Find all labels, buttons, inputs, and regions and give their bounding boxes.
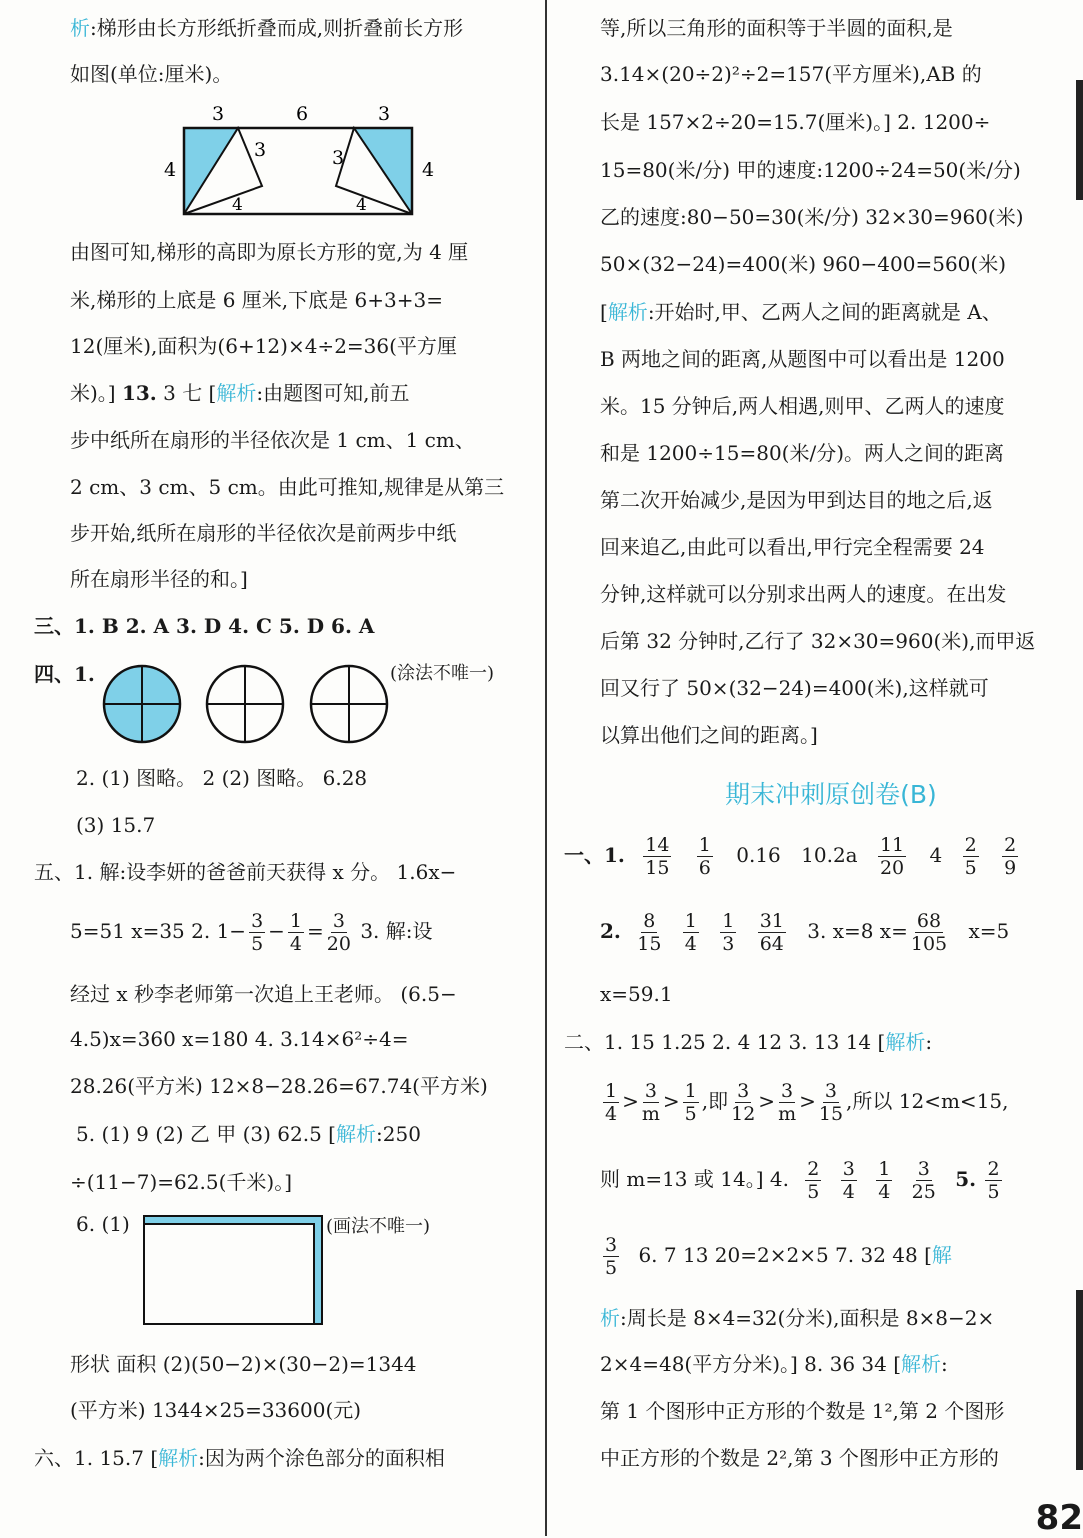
edge-bar — [1076, 80, 1083, 200]
fraction — [603, 1080, 619, 1125]
numerator: 11 — [879, 834, 905, 856]
denominator: 4 — [878, 1181, 891, 1203]
label-top-mid: 6 — [296, 103, 309, 125]
text-line: 后第 32 分钟时,乙行了 32×30=960(米),而甲返 — [600, 629, 1036, 653]
denominator: 12 — [731, 1103, 756, 1125]
section-4-label: 四、1. — [34, 662, 95, 686]
numerator: 3 — [824, 1080, 837, 1102]
text-line: 以算出他们之间的距离。] — [600, 723, 818, 747]
numerator: 3 — [917, 1158, 930, 1180]
text-line: 所在扇形半径的和。] — [70, 567, 248, 591]
edge-bar — [1076, 1290, 1083, 1470]
label-fold-left-side: 3 — [254, 139, 267, 161]
fraction — [720, 910, 736, 955]
fraction — [878, 834, 906, 879]
text-line — [34, 1444, 525, 1472]
denominator: 20 — [326, 933, 351, 955]
text-line: 回又行了 50×(32−24)=400(米),这样就可 — [600, 676, 989, 700]
fraction — [643, 834, 671, 879]
denominator: 9 — [1004, 857, 1017, 879]
numerator: 1 — [684, 1080, 697, 1102]
text-line: 2 cm、3 cm、5 cm。由此可推知,规律是从第三 — [70, 475, 505, 499]
label-fold-right-side: 3 — [332, 147, 345, 169]
text-line: B 两地之间的距离,从题图中可以看出是 1200 — [600, 347, 1005, 371]
text-line: 第 1 个图形中正方形的个数是 1²,第 2 个图形 — [600, 1399, 1005, 1423]
text-line — [70, 14, 525, 42]
folded-rectangle-figure — [160, 100, 450, 225]
text-line: 步中纸所在扇形的半径依次是 1 cm、1 cm、 — [70, 428, 475, 452]
text-line: $\frac{1}{4}$ > $\frac{3}{m}$ > $\frac{1}{5}$ ,即 $\frac{3}{12}$ > $\frac{3}{m}$ > $\frac{3}{15}$ ,所以 12<m<15, — [605, 1080, 1009, 1125]
denominator: 4 — [684, 933, 697, 955]
text-line — [600, 1350, 1062, 1378]
section-3-answers: 三、1. B 2. A 3. D 4. C 5. D 6. A — [34, 614, 375, 638]
text-line — [70, 906, 525, 956]
numerator: 2 — [987, 1158, 1000, 1180]
text: 2×4=48(平方分米)。] 8. 36 34 [ — [600, 1352, 902, 1376]
text-line: 乙的速度:80−50=30(米/分) 32×30=960(米) — [600, 205, 1024, 229]
text-line — [600, 906, 1062, 956]
numerator: 8 — [643, 910, 656, 932]
denominator: 15 — [818, 1103, 844, 1125]
denominator: 25 — [911, 1181, 936, 1203]
answer: 0.16 — [736, 843, 781, 867]
fraction — [637, 910, 661, 955]
fraction — [249, 910, 265, 955]
text: 3 七 [ — [156, 381, 217, 405]
text-line: 回来追乙,由此可以看出,甲行完全程需要 24 — [600, 535, 985, 559]
question-number: 2. — [600, 919, 621, 943]
text-line: 12(厘米),面积为(6+12)×4÷2=36(平方厘 — [70, 334, 457, 358]
text-line: ÷(11−7)=62.5(千米)。] — [70, 1170, 292, 1194]
denominator: 5 — [987, 1181, 1000, 1203]
numerator: 1 — [722, 910, 735, 932]
path-strip-top — [144, 1216, 322, 1224]
fraction — [288, 910, 304, 955]
denominator: 3 — [722, 933, 735, 955]
fraction — [911, 910, 947, 955]
numerator: 2 — [1004, 834, 1017, 856]
analysis-tag: 解析 — [336, 1122, 376, 1146]
outer-rectangle — [144, 1216, 322, 1324]
text-line: 经过 x 秒李老师第一次追上王老师。 (6.5− — [70, 982, 457, 1006]
text: :梯形由长方形纸折叠而成,则折叠前长方形 — [90, 16, 464, 40]
denominator: 4 — [842, 1181, 855, 1203]
analysis-tag: 解析 — [216, 381, 257, 405]
answer: 4 — [929, 843, 943, 867]
text: : — [941, 1352, 948, 1376]
fraction — [963, 834, 979, 879]
text-line: 3.14×(20÷2)²÷2=157(平方厘米),AB 的 — [600, 62, 982, 86]
text-line: 28.26(平方米) 12×8−28.26=67.74(平方米) — [70, 1074, 488, 1098]
analysis-tag: 析 — [600, 1306, 620, 1330]
text-line — [600, 298, 1062, 326]
numerator: 3 — [605, 1234, 618, 1256]
text-line: 等,所以三角形的面积等于半圆的面积,是 — [600, 16, 953, 40]
numerator: 3 — [644, 1080, 657, 1102]
fraction — [603, 1234, 619, 1279]
circles-figure — [100, 662, 390, 746]
text: :由题图可知,前五 — [256, 381, 410, 405]
text-line: 如图(单位:厘米)。 — [70, 62, 233, 86]
text-line: 五、1. 解:设李妍的爸爸前天获得 x 分。 1.6x− — [34, 860, 457, 884]
denominator: 5 — [807, 1181, 820, 1203]
fraction — [758, 910, 786, 955]
numerator: 2 — [964, 834, 977, 856]
label-top-left: 3 — [212, 103, 225, 125]
numerator: 1 — [878, 1158, 891, 1180]
text-line: 长是 157×2÷20=15.7(厘米)。] 2. 1200÷ — [600, 110, 991, 134]
question-number: 13. — [121, 381, 157, 405]
text-line: 2. (1) 图略。 2 (2) 图略。 6.28 — [76, 766, 368, 790]
answer: 10.2a — [801, 843, 858, 867]
label-fold-left-base: 4 — [232, 195, 243, 215]
fraction — [841, 1158, 857, 1203]
label-top-right: 3 — [378, 103, 391, 125]
note: (涂法不唯一) — [390, 663, 495, 684]
text: :周长是 8×4=32(分米),面积是 8×8−2× — [620, 1306, 995, 1330]
question-number: 5. — [955, 1167, 977, 1191]
analysis-tag: 析 — [70, 16, 90, 40]
denominator: 5 — [684, 1103, 697, 1125]
numerator: 1 — [289, 910, 303, 932]
text-line: (平方米) 1344×25=33600(元) — [70, 1398, 362, 1422]
fraction — [683, 1080, 699, 1125]
page-number: 82 — [1035, 1498, 1083, 1538]
text-line: 分钟,这样就可以分别求出两人的速度。在出发 — [600, 582, 1007, 606]
text-line — [564, 1028, 1062, 1056]
text: 5. (1) 9 (2) 乙 甲 (3) 62.5 [ — [76, 1122, 336, 1146]
denominator: 105 — [910, 933, 948, 955]
text: 六、1. 15.7 [ — [34, 1446, 159, 1470]
text-line: 6. (1) — [76, 1212, 130, 1236]
denominator: 15 — [645, 857, 670, 879]
denominator: 20 — [879, 857, 905, 879]
fraction — [697, 834, 713, 879]
fraction — [327, 910, 351, 955]
note: (画法不唯一) — [326, 1216, 431, 1237]
fraction — [912, 1158, 936, 1203]
text-line — [76, 1120, 525, 1148]
analysis-tag: 解析 — [158, 1446, 199, 1470]
label-side-left: 4 — [164, 159, 177, 181]
label-side-right: 4 — [422, 159, 435, 181]
analysis-tag: 解析 — [607, 300, 648, 324]
fraction — [876, 1158, 892, 1203]
rectangle-path-figure — [138, 1210, 328, 1330]
text: − — [268, 919, 285, 943]
text-line: 形状 面积 (2)(50−2)×(30−2)=1344 — [70, 1352, 417, 1376]
denominator: 4 — [605, 1103, 618, 1125]
numerator: 1 — [684, 910, 697, 932]
numerator: 68 — [916, 910, 942, 932]
text: 由图可知,梯形的高即为原长方形的宽,为 4 厘 — [70, 240, 469, 264]
denominator: 6 — [698, 857, 711, 879]
text-line — [564, 830, 1062, 880]
denominator: m — [641, 1103, 660, 1125]
text-line: 50×(32−24)=400(米) 960−400=560(米) — [600, 252, 1007, 276]
fraction — [642, 1080, 660, 1125]
analysis-tag: 解 — [931, 1243, 952, 1267]
text-line — [600, 1304, 1062, 1332]
numerator: 3 — [781, 1080, 794, 1102]
denominator: 5 — [964, 857, 977, 879]
text-line — [70, 379, 525, 407]
path-strip-right — [314, 1216, 322, 1324]
fraction — [731, 1080, 755, 1125]
text-line — [600, 1154, 1062, 1204]
text-line: 第二次开始减少,是因为甲到达目的地之后,返 — [600, 488, 993, 512]
analysis-tag: 解析 — [885, 1030, 926, 1054]
denominator: 4 — [289, 933, 303, 955]
text: :250 — [376, 1122, 421, 1146]
label-fold-right-base: 4 — [356, 195, 367, 215]
denominator: 5 — [605, 1257, 618, 1279]
text: 3. 解:设 — [353, 919, 433, 943]
text: 6. 7 13 20=2×2×5 7. 32 48 [ — [638, 1243, 932, 1267]
answer: 3. x=8 x= — [807, 919, 908, 943]
text: 5=51 x=35 2. 1− — [70, 919, 247, 943]
numerator: 1 — [698, 834, 711, 856]
text: :开始时,甲、乙两人之间的距离就是 A、 — [647, 300, 1002, 324]
numerator: 14 — [645, 834, 670, 856]
numerator: 31 — [759, 910, 784, 932]
numerator: 3 — [737, 1080, 750, 1102]
text-line: 4.5)x=360 x=180 4. 3.14×6²÷4= — [70, 1027, 409, 1051]
column-divider — [545, 0, 547, 1536]
numerator: 1 — [605, 1080, 618, 1102]
denominator: 64 — [759, 933, 784, 955]
numerator: 3 — [842, 1158, 855, 1180]
fraction — [778, 1080, 796, 1125]
text-line: 和是 1200÷15=80(米/分)。两人之间的距离 — [600, 441, 1005, 465]
text: :因为两个涂色部分的面积相 — [198, 1446, 445, 1470]
answer: x=5 — [968, 919, 1010, 943]
text: 米)。] — [70, 381, 122, 405]
denominator: 5 — [251, 933, 264, 955]
text-line: (3) 15.7 — [76, 813, 156, 837]
denominator: m — [778, 1103, 797, 1125]
text: 二、1. 15 1.25 2. 4 12 3. 13 14 [ — [564, 1030, 886, 1054]
text-line — [70, 238, 525, 266]
fraction — [819, 1080, 843, 1125]
inner-lines — [144, 1224, 314, 1324]
fraction — [683, 910, 699, 955]
text: ,即 — [701, 1089, 729, 1113]
text-line: 米。15 分钟后,两人相遇,则甲、乙两人的速度 — [600, 394, 1005, 418]
section-heading: 期末冲刺原创卷(B) — [725, 780, 937, 809]
numerator: 3 — [332, 910, 345, 932]
numerator: 2 — [807, 1158, 820, 1180]
numerator: 3 — [251, 910, 264, 932]
fraction — [985, 1158, 1001, 1203]
fraction — [1002, 834, 1018, 879]
text: = — [307, 919, 324, 943]
text: ,所以 12<m<15, — [846, 1089, 1009, 1113]
fraction — [805, 1158, 821, 1203]
text-line: 步开始,纸所在扇形的半径依次是前两步中纸 — [70, 521, 457, 545]
text-line: x=59.1 — [600, 982, 673, 1006]
question-number: 一、1. — [564, 843, 625, 867]
text: : — [925, 1030, 933, 1054]
text-line: 米,梯形的上底是 6 厘米,下底是 6+3+3= — [70, 288, 443, 312]
text-line — [600, 1230, 1062, 1280]
analysis-tag: 解析 — [901, 1352, 942, 1376]
text: [ — [600, 300, 608, 324]
text-line: 中正方形的个数是 2²,第 3 个图形中正方形的 — [600, 1446, 999, 1470]
text: 则 m=13 或 14。] 4. — [600, 1167, 789, 1191]
text-line: 15=80(米/分) 甲的速度:1200÷24=50(米/分) — [600, 158, 1021, 182]
denominator: 15 — [637, 933, 662, 955]
